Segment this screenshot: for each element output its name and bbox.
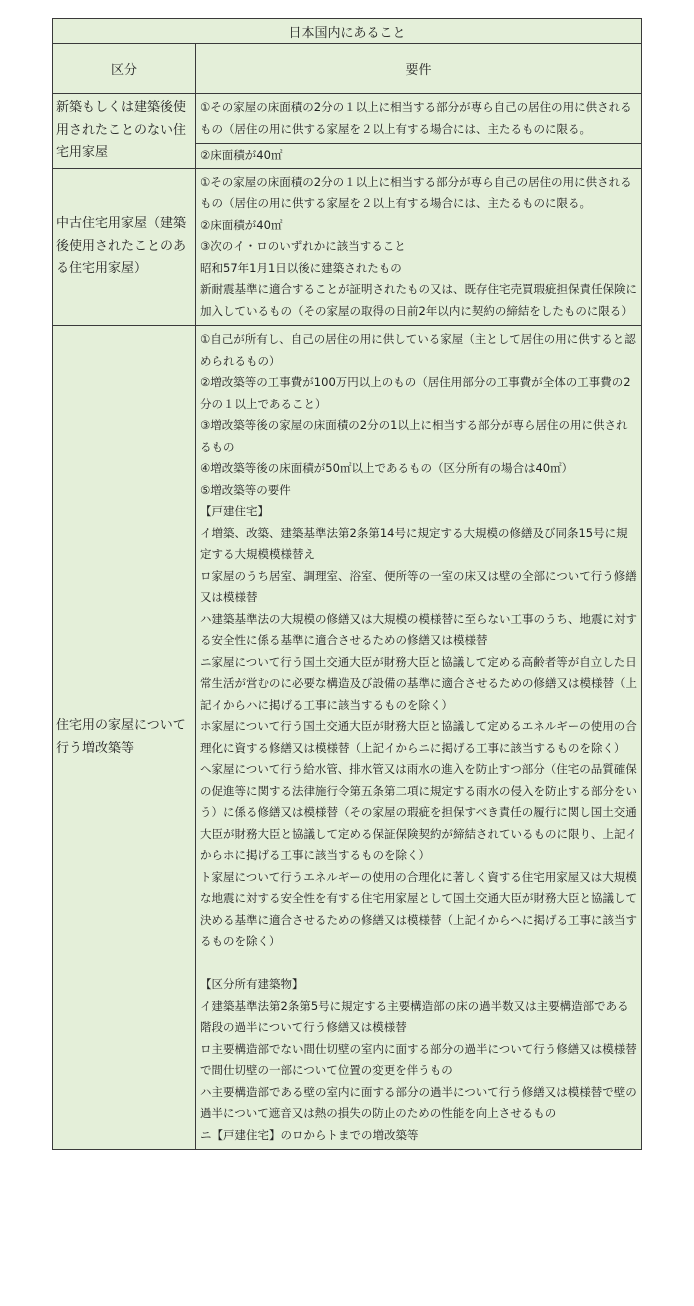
requirement-line: ①その家屋の床面積の2分の１以上に相当する部分が専ら自己の居住の用に供されるもの（居住の用に供する家屋を２以上有する場合には、主たるものに限る。	[200, 100, 632, 136]
requirement-line: ハ主要構造部である壁の室内に面する部分の過半について行う修繕又は模様替で壁の過半について遮音又は熱の損失の防止のための性能を向上させるもの	[200, 1084, 637, 1120]
table-title-row	[53, 19, 642, 44]
requirement-line: ホ家屋について行う国土交通大臣が財務大臣と協議して定めるエネルギーの使用の合理化に資する修繕又は模様替（上記イからニに掲げる工事に該当するものを除く）	[200, 719, 637, 755]
requirement-line: 新耐震基準に適合することが証明されたもの又は、既存住宅売買瑕疵担保責任保険に加入しているもの（その家屋の取得の日前2年以内に契約の締結をしたものに限る）	[200, 282, 637, 318]
requirement-line: ③増改築等後の家屋の床面積の2分の1以上に相当する部分が専ら居住の用に供されるもの	[200, 418, 628, 454]
requirement-line: ハ建築基準法の大規模の修繕又は大規模の模様替に至らない工事のうち、地震に対する安全性に係る基準に適合させるための修繕又は模様替	[200, 611, 637, 647]
requirement-line: ①その家屋の床面積の2分の１以上に相当する部分が専ら自己の居住の用に供されるもの（居住の用に供する家屋を２以上有する場合には、主たるものに限る。	[200, 174, 632, 210]
blank-line	[200, 953, 638, 975]
row-requirements	[196, 144, 642, 169]
requirement-line: 【区分所有建築物】	[200, 977, 304, 991]
table-row	[53, 168, 642, 326]
requirement-line: イ建築基準法第2条第5号に規定する主要構造部の床の過半数又は主要構造部である階段の過半について行う修繕又は模様替	[200, 998, 629, 1034]
requirements-table	[52, 18, 642, 1150]
row-requirements	[196, 94, 642, 144]
row-requirements	[196, 326, 642, 1150]
requirement-line: ト家屋について行うエネルギーの使用の合理化に著しく資する住宅用家屋又は大規模な地震に対する安全性を有する住宅用家屋として国土交通大臣が財務大臣と協議して決める基準に適合させるための修繕又は模様替（上記イからへに掲げる工事に該当するものを除く）	[200, 869, 637, 948]
requirement-line: ①自己が所有し、自己の居住の用に供している家屋（主として居住の用に供すると認められるもの）	[200, 332, 636, 368]
table-row	[53, 94, 642, 144]
requirement-line: ②床面積が40㎡	[200, 148, 283, 162]
requirement-line: ②床面積が40㎡	[200, 217, 283, 232]
header-requirements: 要件	[196, 44, 642, 94]
requirement-line: 昭和57年1月1日以後に建築されたもの	[200, 260, 402, 275]
requirement-line: ④増改築等後の床面積が50㎡以上であるもの（区分所有の場合は40㎡）	[200, 461, 574, 475]
requirement-line: ロ家屋のうち居室、調理室、浴室、便所等の一室の床又は壁の全部について行う修繕又は模様替	[200, 568, 637, 604]
row-requirements	[196, 168, 642, 326]
requirement-line: ニ家屋について行う国土交通大臣が財務大臣と協議して定める高齢者等が自立した日常生活が営むのに必要な構造及び設備の基準に適合させるための修繕又は模様替（上記イからハに掲げる工事に該当するものを除く）	[200, 654, 637, 712]
table-header-row	[53, 44, 642, 94]
row-category: 住宅用の家屋について行う増改築等	[53, 326, 196, 1150]
requirement-line: ロ主要構造部でない間仕切壁の室内に面する部分の過半について行う修繕又は模様替で間仕切壁の一部について位置の変更を伴うもの	[200, 1041, 637, 1077]
table-title: 日本国内にあること	[53, 19, 642, 44]
requirement-line: イ増築、改築、建築基準法第2条第14号に規定する大規模の修繕及び同条15号に規定する大規模模様替え	[200, 525, 628, 561]
requirement-line: ニ【戸建住宅】のロからトまでの増改築等	[200, 1127, 419, 1142]
requirement-line: 【戸建住宅】	[200, 504, 269, 518]
requirement-line: ヘ家屋について行う給水管、排水管又は雨水の進入を防止すつ部分（住宅の品質確保の促進等に関する法律施行令第五条第二項に規定する雨水の侵入を防止する部分をいう）に係る修繕又は模様替（その家屋の瑕疵を担保すべき責任の履行に関し国土交通大臣が財務大臣と協議して定める保証保険契約が締結されているものに限り、上記イからホに掲げる工事に該当するものを除く）	[200, 762, 637, 862]
row-category: 中古住宅用家屋（建築後使用されたことのある住宅用家屋）	[53, 168, 196, 326]
requirement-line: ③次のイ・ロのいずれかに該当すること	[200, 239, 406, 253]
requirement-line: ⑤増改築等の要件	[200, 482, 291, 497]
row-category: 新築もしくは建築後使用されたことのない住宅用家屋	[53, 94, 196, 169]
table-row	[53, 326, 642, 1150]
requirement-line: ②増改築等の工事費が100万円以上のもの（居住用部分の工事費が全体の工事費の2分の１以上であること）	[200, 375, 631, 411]
header-category: 区分	[53, 44, 196, 94]
